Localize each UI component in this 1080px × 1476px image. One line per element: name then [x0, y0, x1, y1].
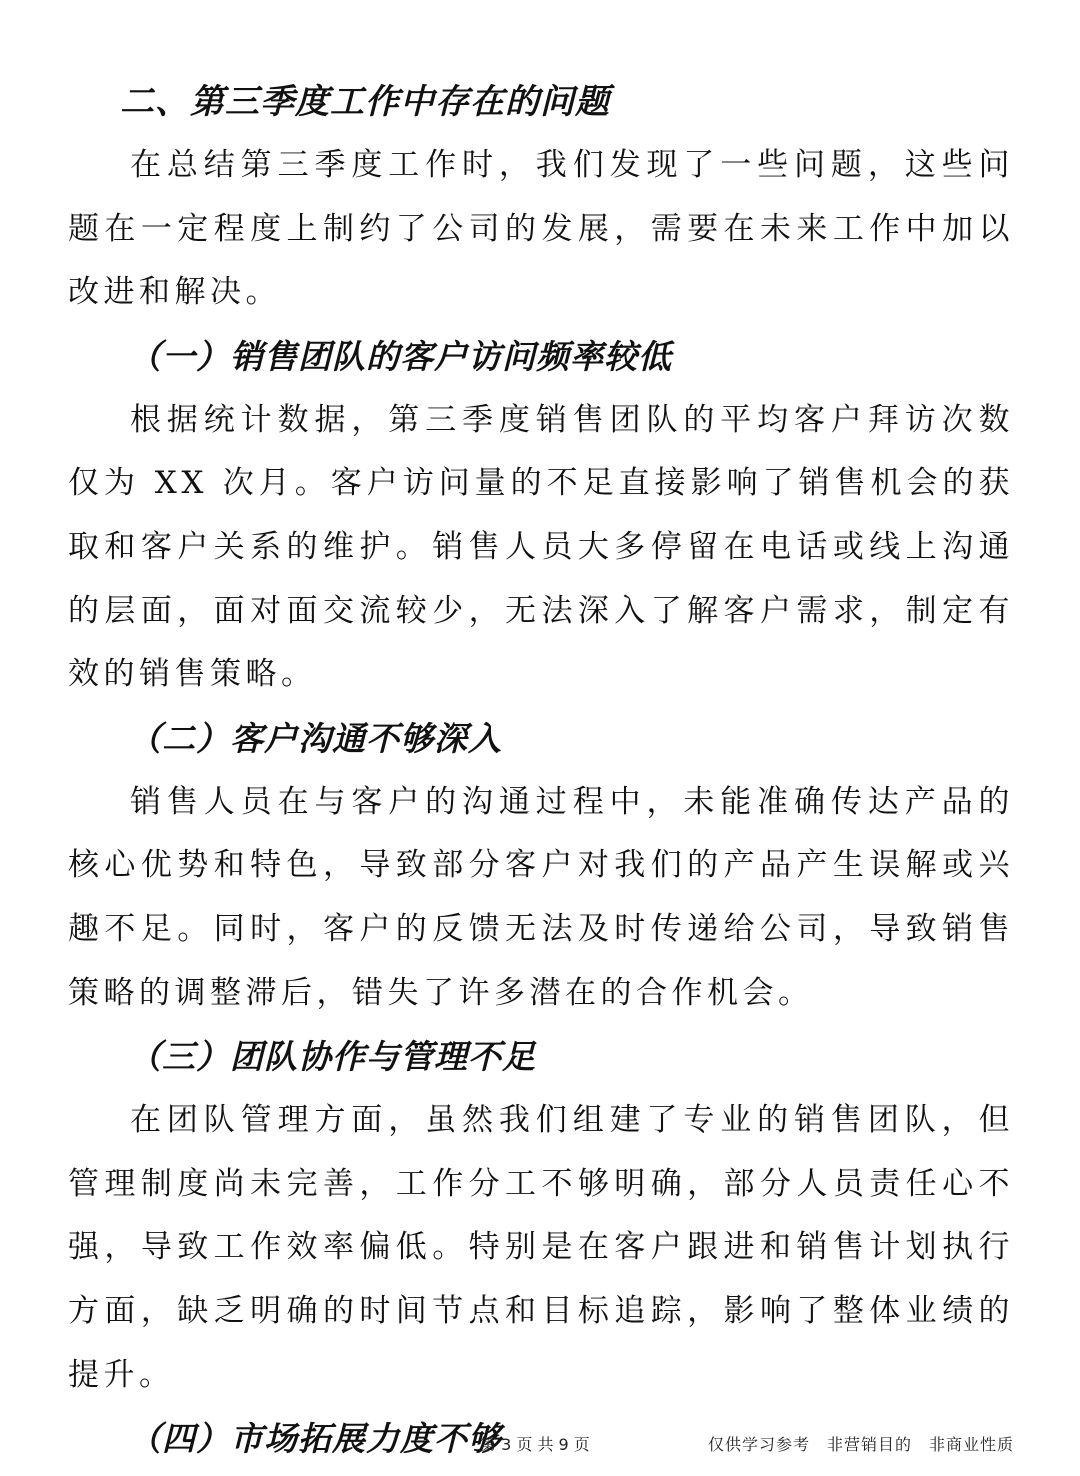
subsection-heading-2: （二）客户沟通不够深入 — [128, 718, 502, 758]
page-footer — [0, 1428, 1080, 1456]
subsection-paragraph-2: 销售人员在与客户的沟通过程中，未能准确传达产品的核心优势和特色，导致部分客户对我们的产品产生误解或兴趣不足。同时，客户的反馈无法及时传递给公司，导致销售策略的调整滞后，错失了许多潜在的合作机会。 — [68, 783, 1014, 1011]
section-title: 二、第三季度工作中存在的问题 — [120, 82, 610, 122]
document-body — [68, 70, 1014, 1471]
subsection-heading-3: （三）团队协作与管理不足 — [128, 1037, 536, 1077]
subsection-paragraph-3: 在团队管理方面，虽然我们组建了专业的销售团队，但管理制度尚未完善，工作分工不够明确，部分人员责任心不强，导致工作效率偏低。特别是在客户跟进和销售计划执行方面，缺乏明确的时间节点和目标追踪，影响了整体业绩的提升。 — [68, 1102, 1014, 1393]
subsection-paragraph-1: 根据统计数据，第三季度销售团队的平均客户拜访次数仅为 XX 次月。客户访问量的不足直接影响了销售机会的获取和客户关系的维护。销售人员大多停留在电话或线上沟通的层面，面对面交流较少，无法深入了解客户需求，制定有效的销售策略。 — [68, 401, 1014, 693]
subsection-heading-1: （一）销售团队的客户访问频率较低 — [128, 336, 672, 376]
page-indicator: 第 3 页 共 9 页 — [480, 1435, 590, 1454]
subsection-heading-4: （四）市场拓展力度不够 — [128, 1419, 502, 1459]
footer-disclaimer: 仅供学习参考 非营销目的 非商业性质 — [707, 1435, 1014, 1454]
intro-paragraph: 在总结第三季度工作时，我们发现了一些问题，这些问题在一定程度上制约了公司的发展，需要在未来工作中加以改进和解决。 — [68, 147, 1014, 311]
